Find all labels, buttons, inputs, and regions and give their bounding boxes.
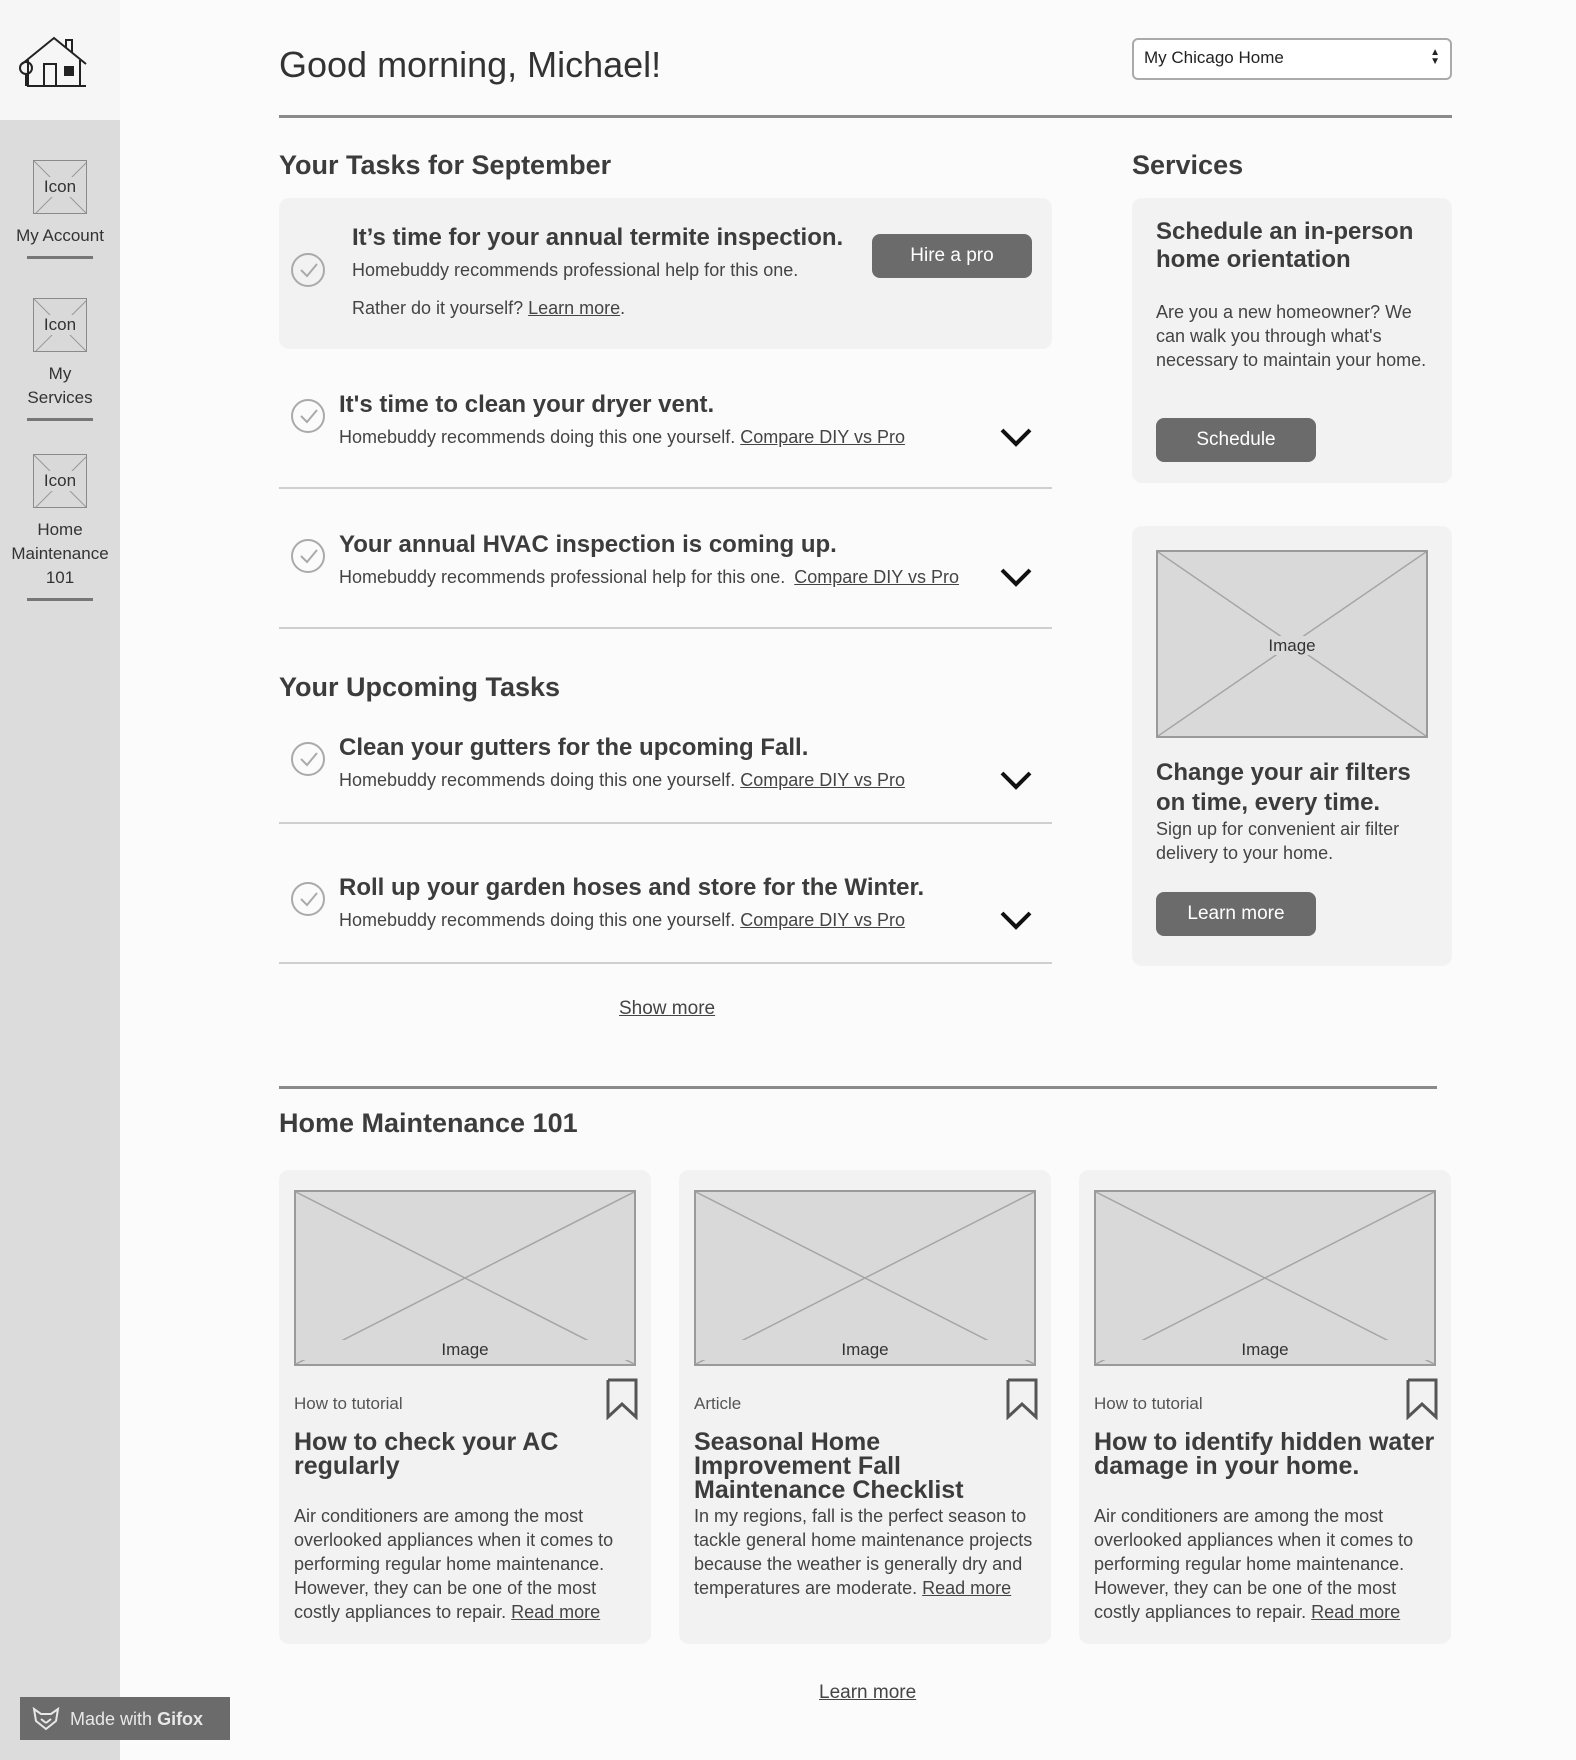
bookmark-icon[interactable] xyxy=(1405,1378,1439,1420)
task-desc: Homebuddy recommends doing this one yourself. xyxy=(339,427,736,447)
compare-diy-link[interactable]: Compare DIY vs Pro xyxy=(794,567,959,587)
row-divider xyxy=(279,627,1052,629)
sidebar-item-my-account[interactable] xyxy=(0,160,120,259)
bookmark-icon[interactable] xyxy=(1005,1378,1039,1420)
task-desc-line xyxy=(339,427,905,448)
icon-placeholder-label: Icon xyxy=(40,177,80,197)
article-excerpt xyxy=(694,1504,1044,1600)
sidebar-item-label: My Account xyxy=(16,226,104,245)
tasks-section-title: Your Tasks for September xyxy=(279,150,612,180)
greeting-heading: Good morning, Michael! xyxy=(279,44,662,85)
section-divider xyxy=(279,1086,1437,1089)
air-filter-learn-more-button[interactable]: Learn more xyxy=(1156,892,1316,936)
nav-divider xyxy=(27,418,93,421)
maintenance-icon xyxy=(33,454,87,508)
read-more-link[interactable]: Read more xyxy=(922,1578,1012,1598)
services-icon xyxy=(33,298,87,352)
article-card[interactable] xyxy=(679,1170,1051,1644)
task-row xyxy=(279,489,1052,629)
featured-task-card xyxy=(279,198,1052,349)
task-desc: Homebuddy recommends professional help for this one. xyxy=(339,567,786,587)
article-image xyxy=(294,1190,636,1366)
row-divider xyxy=(279,962,1052,964)
task-check-icon[interactable] xyxy=(291,742,325,776)
upcoming-section-title: Your Upcoming Tasks xyxy=(279,672,561,702)
diy-suffix: . xyxy=(620,298,626,318)
chevron-down-icon[interactable] xyxy=(999,427,1033,449)
article-image xyxy=(1094,1190,1436,1366)
nav-divider xyxy=(27,598,93,601)
task-desc-line xyxy=(339,567,959,588)
task-desc-line xyxy=(339,910,905,931)
image-placeholder-label: Image xyxy=(1096,1340,1434,1360)
select-arrows-icon: ▲ ▼ xyxy=(1430,47,1440,67)
house-logo-icon xyxy=(14,34,94,90)
task-desc: Homebuddy recommends doing this one yourself. xyxy=(339,910,736,930)
article-type: How to tutorial xyxy=(294,1394,403,1413)
image-placeholder-label: Image xyxy=(1264,636,1319,655)
diy-prefix: Rather do it yourself? xyxy=(352,298,524,318)
article-text: Air conditioners are among the most overlooked appliances when it comes to performing regular home maintenance. However, they can be one of the most costly appliances to repair. xyxy=(294,1506,614,1622)
bookmark-icon[interactable] xyxy=(605,1378,639,1420)
services-title: Services xyxy=(1132,150,1244,180)
home-select-value: My Chicago Home xyxy=(1144,48,1284,67)
article-text: Air conditioners are among the most overlooked appliances when it comes to performing regular home maintenance. However, they can be one of the most costly appliances to repair. xyxy=(1094,1506,1414,1622)
sidebar-item-home-maintenance[interactable] xyxy=(0,454,120,601)
watermark-prefix: Made with xyxy=(70,1709,153,1729)
read-more-link[interactable]: Read more xyxy=(1311,1602,1401,1622)
task-check-icon[interactable] xyxy=(291,253,325,287)
task-check-icon[interactable] xyxy=(291,399,325,433)
maintenance-title: Home Maintenance 101 xyxy=(279,1108,578,1138)
article-excerpt xyxy=(1094,1504,1444,1624)
task-desc: Homebuddy recommends professional help for this one. xyxy=(352,260,799,280)
compare-diy-link[interactable]: Compare DIY vs Pro xyxy=(740,910,905,930)
chevron-down-icon[interactable] xyxy=(999,567,1033,589)
task-title: Your annual HVAC inspection is coming up. xyxy=(339,531,837,558)
sidebar xyxy=(0,0,120,1760)
article-card[interactable] xyxy=(1079,1170,1451,1644)
task-title: Roll up your garden hoses and store for the Winter. xyxy=(339,874,925,901)
article-text: In my regions, fall is the perfect season to tackle general home maintenance projects because the weather is generally dry and temperatures are moderate. xyxy=(694,1506,1033,1598)
logo[interactable] xyxy=(0,0,120,120)
icon-placeholder-label: Icon xyxy=(40,315,80,335)
article-type: Article xyxy=(694,1394,742,1413)
watermark-brand: Gifox xyxy=(157,1709,204,1729)
article-title[interactable]: Seasonal Home Improvement Fall Maintenance Checklist xyxy=(694,1428,964,1504)
task-check-icon[interactable] xyxy=(291,539,325,573)
nav-divider xyxy=(27,256,93,259)
air-filter-card xyxy=(1132,526,1452,966)
task-row xyxy=(279,349,1052,489)
chevron-down-icon[interactable] xyxy=(999,770,1033,792)
sidebar-item-label: My Services xyxy=(27,364,93,407)
task-title: It’s time for your annual termite inspection. xyxy=(352,224,844,251)
task-title: Clean your gutters for the upcoming Fall. xyxy=(339,734,809,761)
account-icon xyxy=(33,160,87,214)
orientation-card xyxy=(1132,198,1452,483)
promo-image xyxy=(1156,550,1428,738)
header-divider xyxy=(279,115,1452,118)
article-image xyxy=(694,1190,1036,1366)
sidebar-item-label: Home Maintenance 101 xyxy=(11,520,109,587)
article-title[interactable]: How to check your AC regularly xyxy=(294,1428,559,1480)
sidebar-item-my-services[interactable] xyxy=(0,298,120,421)
schedule-button[interactable]: Schedule xyxy=(1156,418,1316,462)
home-select[interactable] xyxy=(1132,38,1452,80)
air-filter-title: Change your air filters on time, every time. xyxy=(1156,759,1411,816)
article-type: How to tutorial xyxy=(1094,1394,1203,1413)
task-title: It's time to clean your dryer vent. xyxy=(339,391,715,418)
show-more-link[interactable]: Show more xyxy=(619,998,716,1019)
article-card[interactable] xyxy=(279,1170,651,1644)
chevron-down-icon[interactable] xyxy=(999,910,1033,932)
task-row xyxy=(279,824,1052,964)
air-filter-text: Sign up for convenient air filter delivery to your home. xyxy=(1156,819,1400,863)
hire-a-pro-button[interactable]: Hire a pro xyxy=(872,234,1032,278)
gifox-watermark xyxy=(20,1697,230,1740)
article-excerpt xyxy=(294,1504,644,1624)
learn-more-link[interactable]: Learn more xyxy=(528,298,621,318)
maintenance-learn-more-link[interactable]: Learn more xyxy=(819,1682,917,1703)
orientation-title: Schedule an in-person home orientation xyxy=(1156,218,1414,273)
image-placeholder-label: Image xyxy=(296,1340,634,1360)
diy-line xyxy=(352,298,625,319)
task-row xyxy=(279,684,1052,824)
task-check-icon[interactable] xyxy=(291,882,325,916)
article-title[interactable]: How to identify hidden water damage in your home. xyxy=(1094,1428,1435,1480)
orientation-text: Are you a new homeowner? We can walk you through what's necessary to maintain your home. xyxy=(1156,302,1427,370)
compare-diy-link[interactable]: Compare DIY vs Pro xyxy=(740,427,905,447)
compare-diy-link[interactable]: Compare DIY vs Pro xyxy=(740,770,905,790)
image-placeholder-label: Image xyxy=(696,1340,1034,1360)
icon-placeholder-label: Icon xyxy=(40,471,80,491)
fox-logo-icon xyxy=(32,1707,60,1731)
task-desc-line xyxy=(339,770,905,791)
read-more-link[interactable]: Read more xyxy=(511,1602,601,1622)
task-desc: Homebuddy recommends doing this one yourself. xyxy=(339,770,736,790)
